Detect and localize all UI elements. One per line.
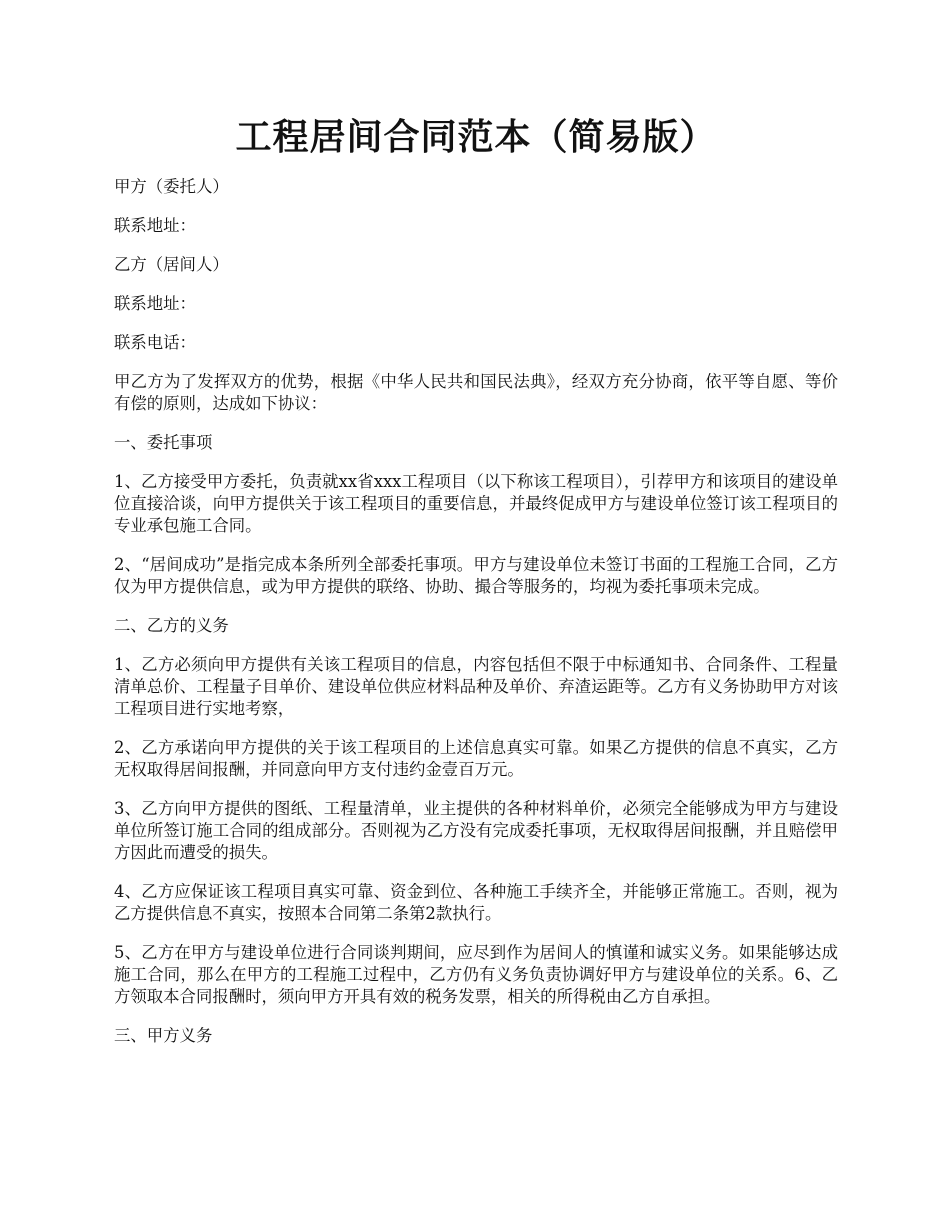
section-2-clause-4: 4、乙方应保证该工程项目真实可靠、资金到位、各种施工手续齐全，并能够正常施工。否则，视为乙方提供信息不真实，按照本合同第二条第2款执行。 [114,882,838,923]
section-2-clause-3: 3、乙方向甲方提供的图纸、工程量清单，业主提供的各种材料单价，必须完全能够成为甲方与建设单位所签订施工合同的组成部分。否则视为乙方没有完成委托事项，无权取得居间报酬，并且赔偿甲方因此而遭受的损失。 [114,799,838,862]
section-2-clause-1: 1、乙方必须向甲方提供有关该工程项目的信息，内容包括但不限于中标通知书、合同条件、工程量清单总价、工程量子目单价、建设单位供应材料品种及单价、弃渣运距等。乙方有义务协助甲方对该工程项目进行实地考察， [114,655,838,718]
section-2-clause-2: 2、乙方承诺向甲方提供的关于该工程项目的上述信息真实可靠。如果乙方提供的信息不真实，乙方无权取得居间报酬，并同意向甲方支付违约金壹百万元。 [114,738,838,779]
section-1-clause-1: 1、乙方接受甲方委托，负责就xx省xxx工程项目（以下称该工程项目），引荐甲方和该项目的建设单位直接洽谈，向甲方提供关于该工程项目的重要信息，并最终促成甲方与建设单位签订该工程项目的专业承包施工合同。 [114,472,838,535]
party-b-label: 乙方（居间人） [114,255,229,274]
section-2-heading: 二、乙方的义务 [114,616,229,635]
section-1-clause-2: 2、“居间成功”是指完成本条所列全部委托事项。甲方与建设单位未签订书面的工程施工合同，乙方仅为甲方提供信息，或为甲方提供的联络、协助、撮合等服务的，均视为委托事项未完成。 [114,555,838,596]
party-b-phone-label: 联系电话： [114,333,196,352]
preamble-paragraph: 甲乙方为了发挥双方的优势，根据《中华人民共和国民法典》，经双方充分协商，依平等自愿、等价有偿的原则，达成如下协议： [114,372,838,413]
document-title: 工程居间合同范本（简易版） [235,116,717,158]
section-3-heading: 三、甲方义务 [114,1026,213,1045]
party-a-label: 甲方（委托人） [114,177,229,196]
party-b-address-label: 联系地址： [114,294,196,313]
section-1-heading: 一、委托事项 [114,433,213,452]
party-a-address-label: 联系地址： [114,216,196,235]
section-2-clause-5: 5、乙方在甲方与建设单位进行合同谈判期间，应尽到作为居间人的慎谨和诚实义务。如果能够达成施工合同，那么在甲方的工程施工过程中，乙方仍有义务负责协调好甲方与建设单位的关系。6、乙方领取本合同报酬时，须向甲方开具有效的税务发票，相关的所得税由乙方自承担。 [114,943,838,1006]
